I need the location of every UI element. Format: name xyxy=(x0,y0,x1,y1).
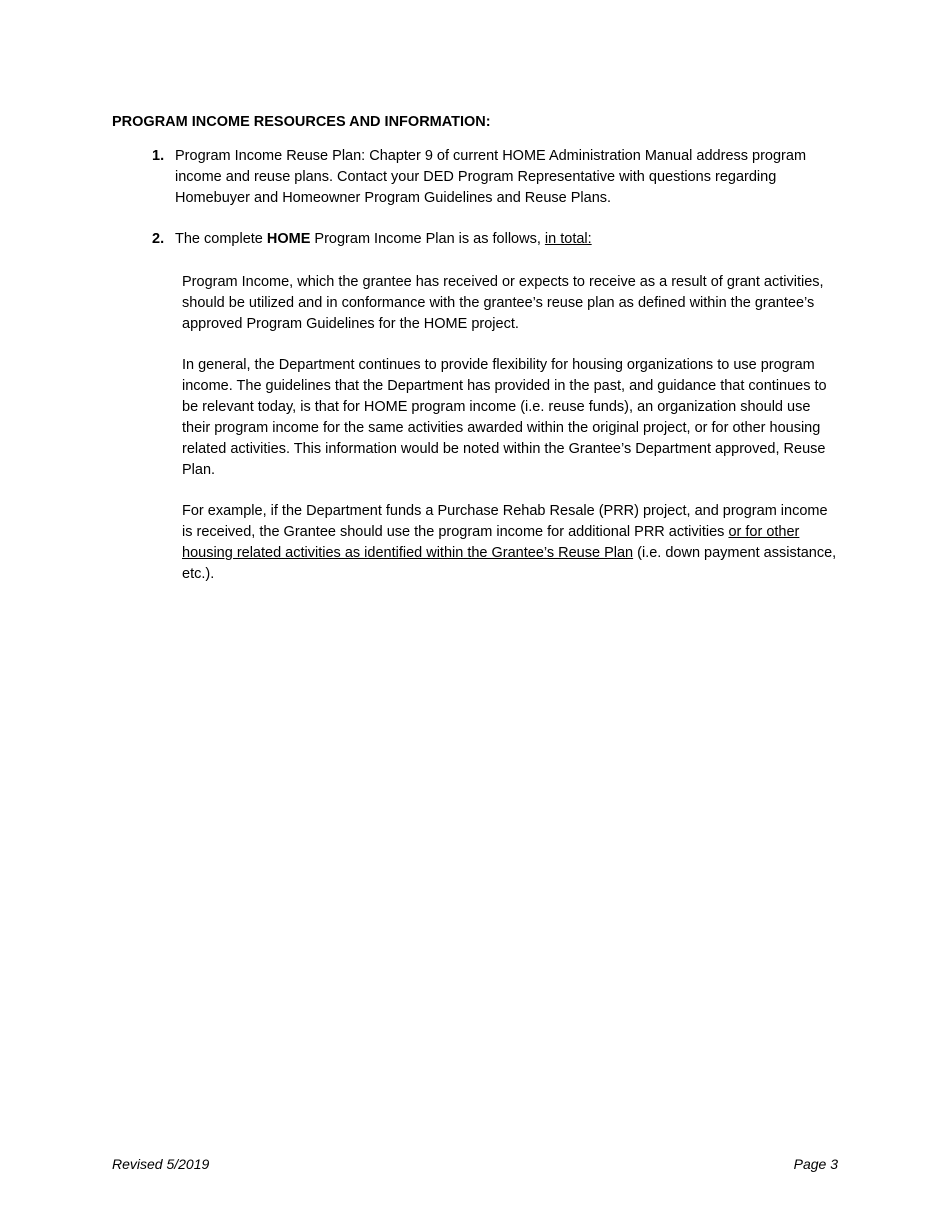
underlined-text-run: or for other housing related activities as identified within the Grantee’s Reuse Plan xyxy=(182,524,800,561)
text-run: For example, if the Department funds a Purchase Rehab Resale (PRR) project, and program income is received, the Grantee should use the program income for additional PRR activities xyxy=(182,503,828,540)
paragraph-program-income: Program Income, which the grantee has received or expects to receive as a result of grant activities, should be utilized and in conformance with the grantee’s reuse plan as defined within the grantee’s approved Program Guidelines for the HOME project. xyxy=(182,274,824,332)
footer-revision: Revised 5/2019 xyxy=(112,1156,210,1172)
list-item-text xyxy=(175,229,832,250)
list-item-2 xyxy=(152,229,832,250)
section-heading: PROGRAM INCOME RESOURCES AND INFORMATION: xyxy=(112,114,491,130)
paragraph-example xyxy=(182,501,842,585)
bold-text-run: HOME xyxy=(266,231,311,247)
text-run: Program Income Plan is as follows, xyxy=(310,231,545,247)
list-item-number: 2. xyxy=(152,231,165,247)
list-item-1 xyxy=(152,146,832,209)
text-run: (i.e. down payment assistance, etc.). xyxy=(182,545,837,582)
underlined-text-run: in total: xyxy=(544,231,592,247)
text-run: The complete xyxy=(175,231,267,247)
paragraph-general-guidance: In general, the Department continues to provide flexibility for housing organizations to use program income. The guidelines that the Department has provided in the past, and guidance that continues to be relevant today, is that for HOME program income (i.e. reuse funds), an organization should use their program income for the same activities awarded within the original project, or for other housing related activities. This information would be noted within the Grantee’s Department approved, Reuse Plan. xyxy=(182,357,827,478)
list-item-text: Program Income Reuse Plan: Chapter 9 of current HOME Administration Manual address program income and reuse plans. Contact your DED Program Representative with questions regarding Homebuyer and Homeowner Program Guidelines and Reuse Plans. xyxy=(175,148,807,206)
list-item-number: 1. xyxy=(152,148,165,164)
footer-page-number: Page 3 xyxy=(793,1156,838,1172)
